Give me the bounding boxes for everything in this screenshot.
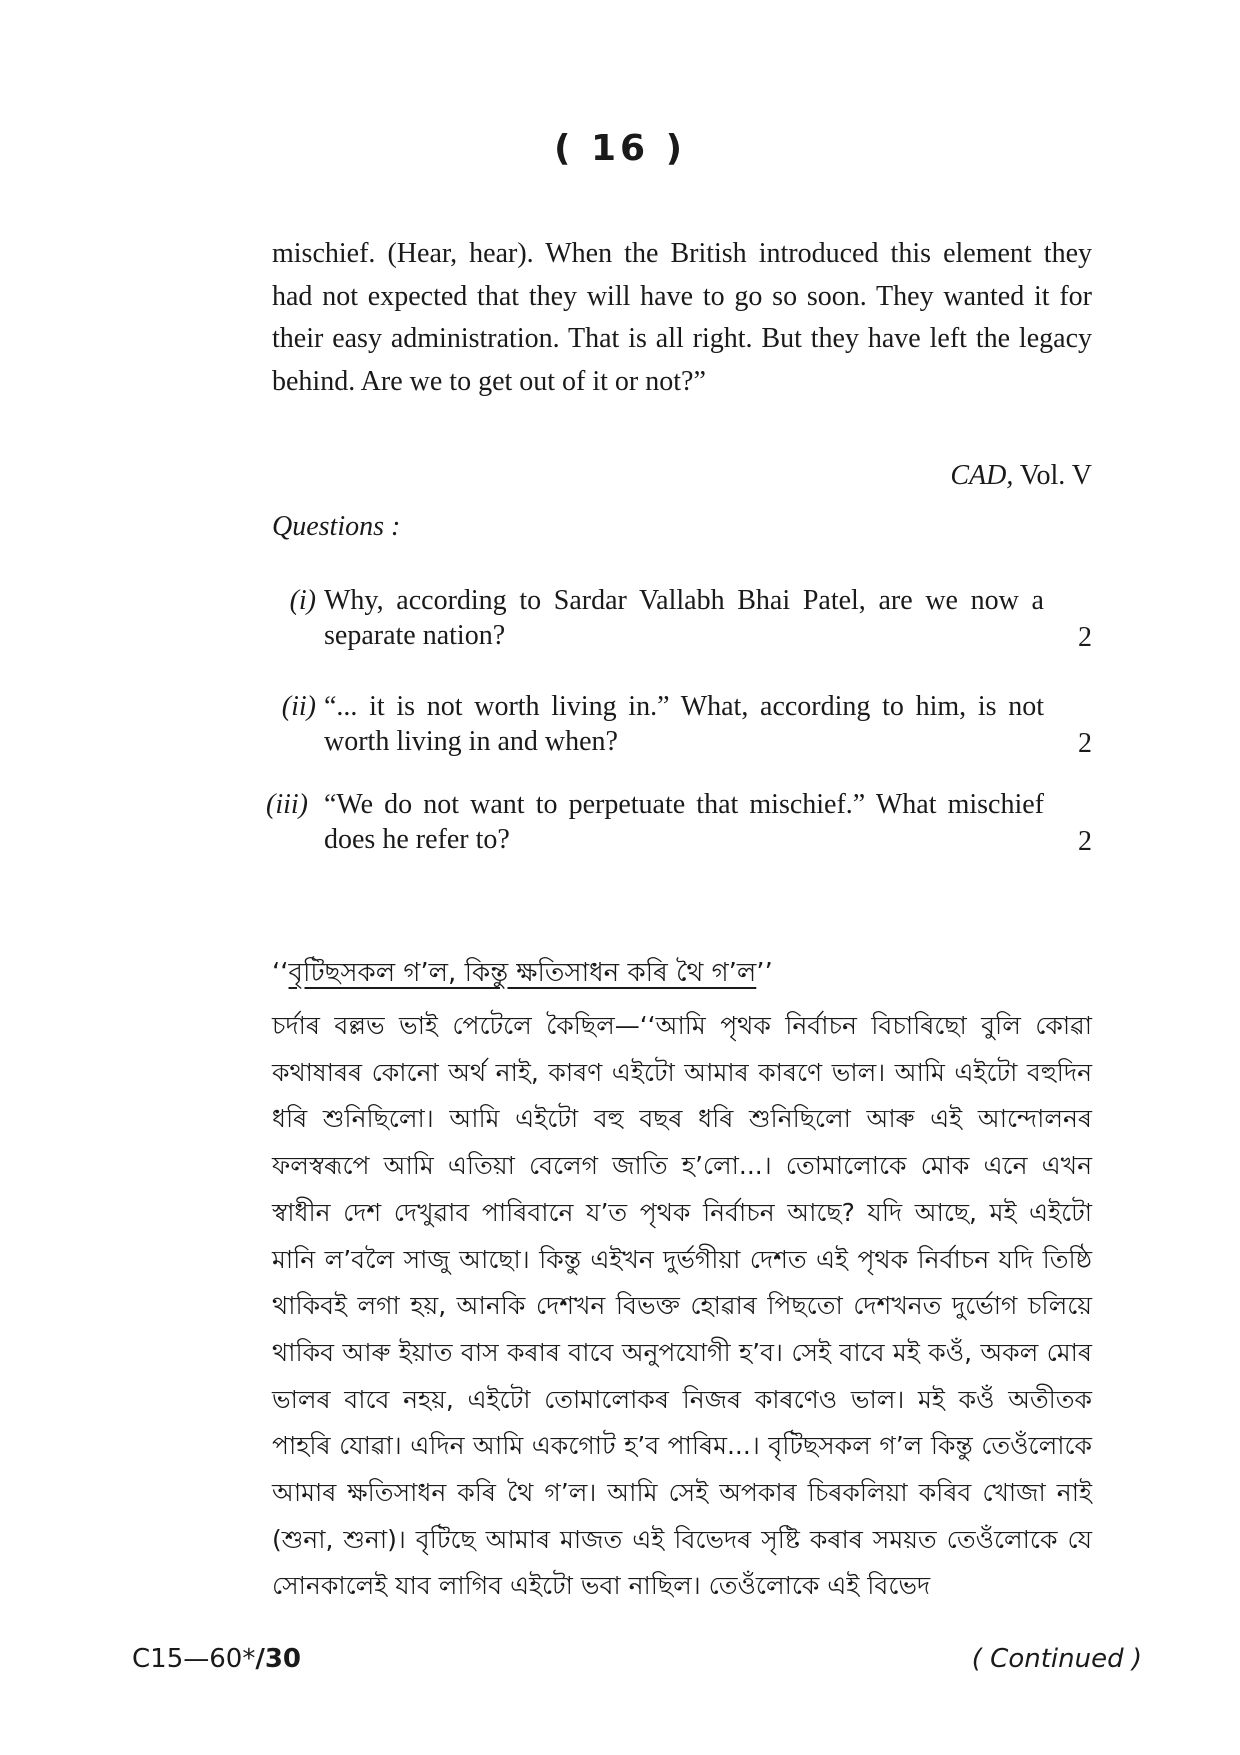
question-text: Why, according to Sardar Vallabh Bhai Patel, are we now a separate nation? <box>324 585 1044 651</box>
question-number: (iii) <box>266 789 308 820</box>
question-item <box>256 689 1092 761</box>
page-number: ( 16 ) <box>553 128 687 169</box>
assamese-heading-text: বৃটিছসকল গ’ল, কিন্তু ক্ষতিসাধন কৰি থৈ গ’ল <box>288 958 757 988</box>
heading-open-quote: ‘‘ <box>272 958 289 988</box>
footer-code <box>132 1644 301 1674</box>
assamese-heading <box>272 952 773 996</box>
continued-label: ( Continued ) <box>971 1644 1142 1674</box>
heading-close-quote: ’’ <box>756 958 773 988</box>
question-marks: 2 <box>1078 728 1092 759</box>
passage-text: mischief. (Hear, hear). When the British introduced this element they had not expected that they will have to go so soon. They wanted it for their easy administration. That is all right. But they have left the legacy behind. Are we to get out of it or not?” <box>272 238 1092 397</box>
source-title: CAD, <box>950 460 1014 491</box>
question-item <box>256 787 1092 859</box>
assamese-passage <box>272 1003 1092 1610</box>
question-number: (i) <box>289 585 316 616</box>
assamese-passage-text: চৰ্দাৰ বল্লভ ভাই পেটেলে কৈছিল—‘‘আমি পৃথক নিৰ্বাচন বিচাৰিছো বুলি কোৱা কথাষাৰৰ কোনো অৰ্থ নাই, কাৰণ এইটো আমাৰ কাৰণে ভাল। আমি এইটো বহুদিন ধৰি শুনিছিলো। আমি এইটো বহু বছৰ ধৰি শুনিছিলো আৰু এই আন্দোলনৰ ফলস্বৰূপে আমি এতিয়া বেলেগ জাতি হ’লো...। তোমালোকে মোক এনে এখন স্বাধীন দেশ দেখুৱাব পাৰিবানে য’ত পৃথক নিৰ্বাচন আছে? যদি আছে, মই এইটো মানি ল’বলৈ সাজু আছো। কিন্তু এইখন দুৰ্ভগীয়া দেশত এই পৃথক নিৰ্বাচন যদি তিষ্ঠি থাকিবই লগা হয়, আনকি দেশখন বিভক্ত হোৱাৰ পিছতো দেশখনত দুৰ্ভোগ চলিয়ে থাকিব আৰু ইয়াত বাস কৰাৰ বাবে অনুপযোগী হ’ব। সেই বাবে মই কওঁ, অকল মোৰ ভালৰ বাবে নহয়, এইটো তোমালোকৰ নিজৰ কাৰণেও ভাল। মই কওঁ অতীতক পাহৰি যোৱা। এদিন আমি একগোট হ’ব পাৰিম...। বৃটিছসকল গ’ল কিন্তু তেওঁলোকে আমাৰ ক্ষতিসাধন কৰি থৈ গ’ল। আমি সেই অপকাৰ চিৰকলিয়া কৰিব খোজা নাই (শুনা, শুনা)। বৃটিছে আমাৰ মাজত এই বিভেদৰ সৃষ্টি কৰাৰ সময়ত তেওঁলোকে যে সোনকালেই যাব লাগিব এইটো ভবা নাছিল। তেওঁলোকে এই বিভেদ <box>272 1011 1092 1601</box>
english-passage <box>272 233 1092 403</box>
passage-source <box>272 460 1092 492</box>
question-marks: 2 <box>1078 622 1092 653</box>
question-item <box>256 583 1092 655</box>
question-text: “We do not want to perpetuate that mischief.” What mischief does he refer to? <box>324 789 1044 855</box>
source-volume: Vol. V <box>1019 460 1092 491</box>
question-text: “... it is not worth living in.” What, according to him, is not worth living in and when? <box>324 691 1044 757</box>
questions-heading: Questions : <box>272 511 401 542</box>
question-marks: 2 <box>1078 826 1092 857</box>
question-number: (ii) <box>281 691 316 722</box>
footer-code-suffix: /30 <box>255 1644 302 1674</box>
footer-code-prefix: C15—60* <box>132 1644 256 1674</box>
